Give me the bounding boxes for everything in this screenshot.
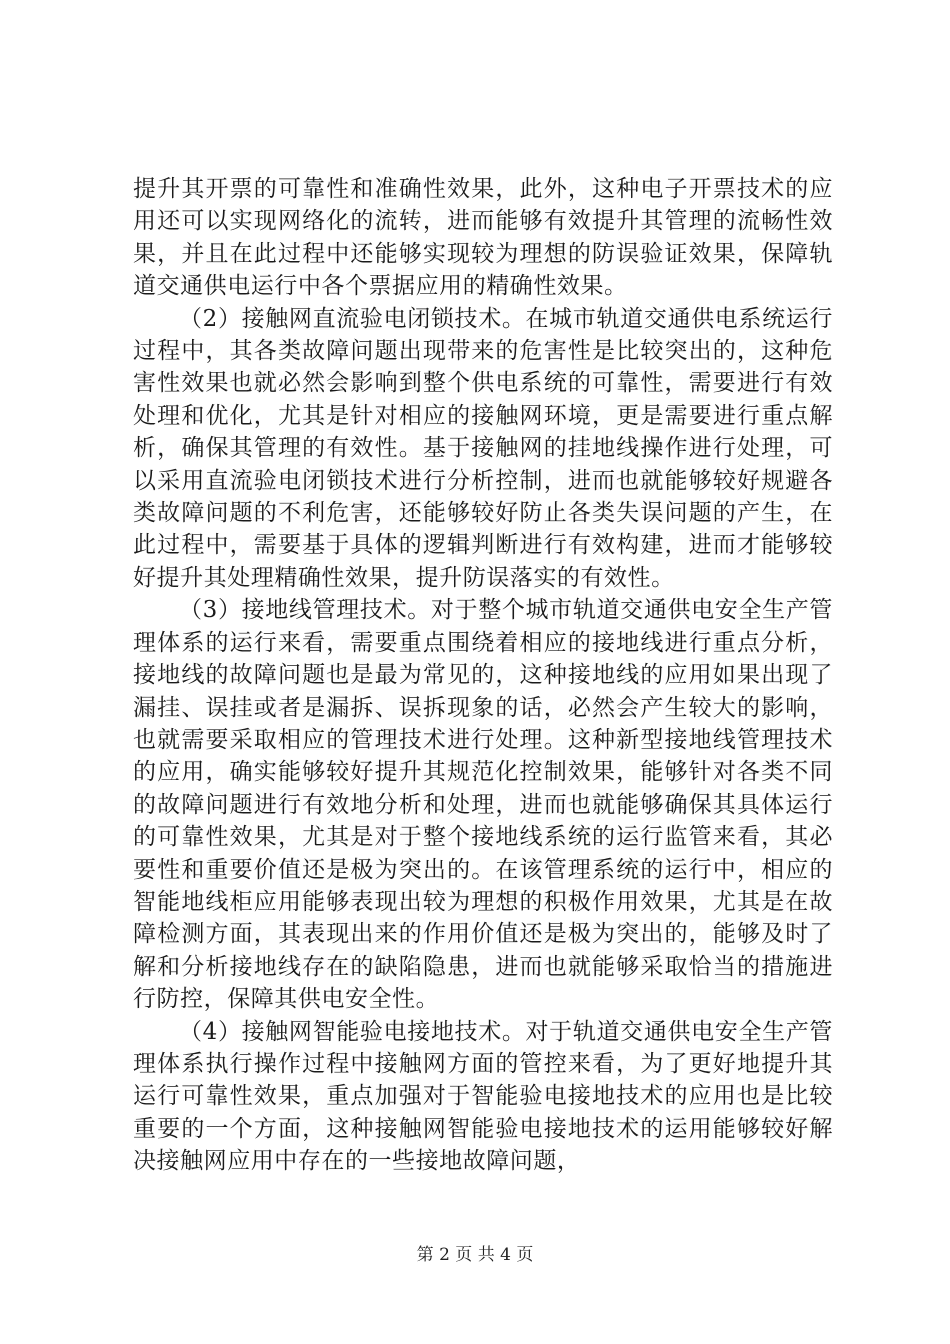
paragraph-smart-voltage-grounding: （4）接触网智能验电接地技术。对于轨道交通供电安全生产管理体系执行操作过程中接触网方面的管控来看，为了更好地提升其运行可靠性效果，重点加强对于智能验电接地技术的应用也是比较重要的一个方面，这种接触网智能验电接地技术的运用能够较好解决接触网应用中存在的一些接地故障问题， [133, 1018, 833, 1175]
paragraph-dc-voltage-lock: （2）接触网直流验电闭锁技术。在城市轨道交通供电系统运行过程中，其各类故障问题出现带来的危害性是比较突出的，这种危害性效果也就必然会影响到整个供电系统的可靠性，需要进行有效处理和优化，尤其是针对相应的接触网环境，更是需要进行重点解析，确保其管理的有效性。基于接触网的挂地线操作进行处理，可以采用直流验电闭锁技术进行分析控制，进而也就能够较好规避各类故障问题的不利危害，还能够较好防止各类失误问题的产生，在此过程中，需要基于具体的逻辑判断进行有效构建，进而才能够较好提升其处理精确性效果，提升防误落实的有效性。 [133, 305, 833, 591]
page-number-footer: 第 2 页 共 4 页 [416, 1245, 534, 1265]
paragraph-ground-wire-management: （3）接地线管理技术。对于整个城市轨道交通供电安全生产管理体系的运行来看，需要重点围绕着相应的接地线进行重点分析，接地线的故障问题也是最为常见的，这种接地线的应用如果出现了漏挂、误挂或者是漏拆、误拆现象的话，必然会产生较大的影响，也就需要采取相应的管理技术进行处理。这种新型接地线管理技术的应用，确实能够较好提升其规范化控制效果，能够针对各类不同的故障问题进行有效地分析和处理，进而也就能够确保其具体运行的可靠性效果，尤其是对于整个接地线系统的运行监管来看，其必要性和重要价值还是极为突出的。在该管理系统的运行中，相应的智能地线柜应用能够表现出较为理想的积极作用效果，尤其是在故障检测方面，其表现出来的作用价值还是极为突出的，能够及时了解和分析接地线存在的缺陷隐患，进而也就能够采取恰当的措施进行防控，保障其供电安全性。 [133, 597, 833, 1013]
document-body [133, 173, 833, 1178]
paragraph-continuation: 提升其开票的可靠性和准确性效果，此外，这种电子开票技术的应用还可以实现网络化的流转，进而能够有效提升其管理的流畅性效果，并且在此过程中还能够实现较为理想的防误验证效果，保障轨道交通供电运行中各个票据应用的精确性效果。 [133, 176, 833, 300]
